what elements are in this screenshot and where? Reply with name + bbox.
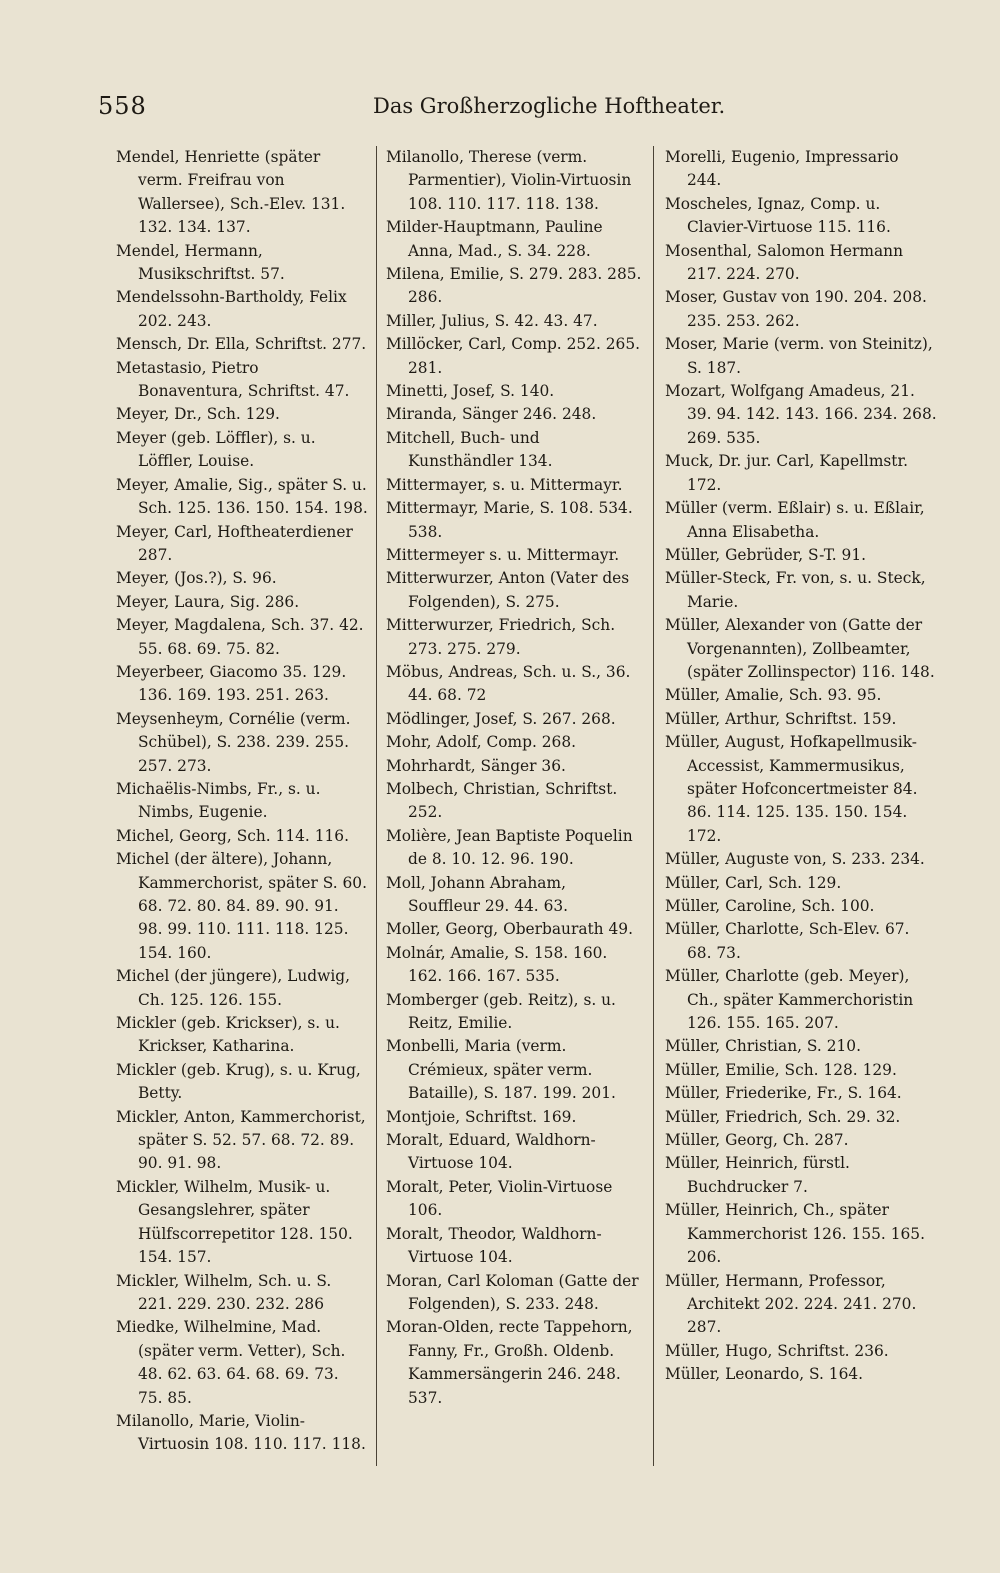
index-entry: Meyer, Carl, Hoftheaterdiener 287.	[116, 522, 353, 564]
index-entry: Mendel, Henriette (später verm. Freifrau von Wallersee), Sch.-Elev. 131. 132. 134. 137.	[116, 148, 346, 237]
index-entry: Moralt, Peter, Violin-Virtuose 106.	[386, 1177, 613, 1220]
index-entry: Milanollo, Marie, Violin-Virtuosin 108. 110. 117. 118.	[116, 1411, 366, 1454]
index-entry: Milanollo, Therese (verm. Parmentier), Violin-Virtuosin 108. 110. 117. 118. 138.	[386, 148, 632, 213]
index-entry: Müller, Caroline, Sch. 100.	[665, 897, 875, 915]
index-entry: Mitterwurzer, Friedrich, Sch. 273. 275. 279.	[386, 616, 616, 658]
index-entry: Meysenheym, Cornélie (verm. Schübel), S. 238. 239. 255. 257. 273.	[116, 709, 351, 775]
index-entry: Monbelli, Maria (verm. Crémieux, später verm. Bataille), S. 187. 199. 201.	[386, 1037, 616, 1103]
index-entry: Mittermeyer s. u. Mittermayr.	[386, 545, 620, 564]
index-column-3	[665, 146, 937, 1466]
index-entry: Mohr, Adolf, Comp. 268.	[386, 733, 577, 752]
index-entry: Muck, Dr. jur. Carl, Kapellmstr. 172.	[665, 452, 909, 494]
index-entry: Moll, Johann Abraham, Souffleur 29. 44. 63.	[386, 873, 569, 915]
index-entry: Mitchell, Buch- und Kunsthändler 134.	[386, 428, 553, 471]
index-entry: Molière, Jean Baptiste Poquelin de 8. 10. 12. 96. 190.	[386, 826, 633, 869]
index-entry: Moran-Olden, recte Tappehorn, Fanny, Fr., Großh. Oldenb. Kammersängerin 246. 248. 537.	[386, 1318, 633, 1407]
index-entry: Michel, Georg, Sch. 114. 116.	[116, 826, 349, 845]
index-entry: Michel (der jüngere), Ludwig, Ch. 125. 126. 155.	[116, 967, 350, 1009]
index-entry: Müller, Georg, Ch. 287.	[665, 1131, 849, 1150]
index-entry: Milder-Hauptmann, Pauline Anna, Mad., S. 34. 228.	[386, 218, 603, 260]
index-entry: Müller, Charlotte (geb. Meyer), Ch., später Kammerchoristin 126. 155. 165. 207.	[665, 967, 914, 1033]
index-entry: Müller, Heinrich, fürstl. Buchdrucker 7.	[665, 1154, 850, 1196]
index-entry: Mittermayr, Marie, S. 108. 534. 538.	[386, 499, 633, 541]
index-entry: Müller, Emilie, Sch. 128. 129.	[665, 1060, 897, 1079]
index-entry: Meyer, Laura, Sig. 286.	[116, 592, 300, 611]
index-entry: Müller, Gebrüder, S-T. 91.	[665, 545, 867, 564]
index-entry: Moser, Gustav von 190. 204. 208. 235. 253. 262.	[665, 288, 927, 330]
index-entry: Metastasio, Pietro Bonaventura, Schriftst. 47.	[116, 358, 350, 401]
page-number: 558	[98, 92, 147, 120]
index-entry: Mödlinger, Josef, S. 267. 268.	[386, 709, 616, 728]
index-entry: Mendel, Hermann, Musikschriftst. 57.	[116, 241, 285, 284]
index-entry: Momberger (geb. Reitz), s. u. Reitz, Emilie.	[386, 990, 616, 1033]
index-entry: Müller, Heinrich, Ch., später Kammerchorist 126. 155. 165. 206.	[665, 1201, 925, 1267]
index-entry: Mickler (geb. Krug), s. u. Krug, Betty.	[116, 1060, 361, 1103]
index-entry: Mickler, Anton, Kammerchorist, später S. 52. 57. 68. 72. 89. 90. 91. 98.	[116, 1107, 366, 1173]
index-entry: Meyer, (Jos.?), S. 96.	[116, 569, 277, 588]
index-entry: Mosenthal, Salomon Hermann 217. 224. 270.	[665, 241, 903, 284]
index-entry: Mohrhardt, Sänger 36.	[386, 756, 566, 775]
index-entry: Moralt, Theodor, Waldhorn-Virtuose 104.	[386, 1224, 602, 1267]
index-entry: Müller, Leonardo, S. 164.	[665, 1365, 864, 1384]
index-entry: Müller, Arthur, Schriftst. 159.	[665, 709, 897, 728]
index-entry: Meyer, Amalie, Sig., später S. u. Sch. 125. 136. 150. 154. 198.	[116, 475, 368, 518]
index-entry: Molnár, Amalie, S. 158. 160. 162. 166. 167. 535.	[386, 943, 608, 986]
index-entry: Müller, Hugo, Schriftst. 236.	[665, 1341, 889, 1360]
index-entry: Mickler, Wilhelm, Sch. u. S. 221. 229. 230. 232. 286	[116, 1271, 332, 1313]
index-entry: Müller, Amalie, Sch. 93. 95.	[665, 686, 882, 705]
index-entry: Minetti, Josef, S. 140.	[386, 382, 555, 401]
index-entry: Moser, Marie (verm. von Steinitz), S. 187.	[665, 335, 933, 377]
index-column-1	[116, 146, 368, 1466]
index-entry: Müller, Friederike, Fr., S. 164.	[665, 1084, 902, 1103]
index-entry: Mozart, Wolfgang Amadeus, 21. 39. 94. 142. 143. 166. 234. 268. 269. 535.	[665, 382, 937, 447]
index-entry: Mittermayer, s. u. Mittermayr.	[386, 475, 623, 494]
index-entry: Möbus, Andreas, Sch. u. S., 36. 44. 68. 72	[386, 662, 631, 705]
index-entry: Miedke, Wilhelmine, Mad. (später verm. Vetter), Sch. 48. 62. 63. 64. 68. 69. 73. 75. 85.	[116, 1318, 346, 1407]
index-entry: Mensch, Dr. Ella, Schriftst. 277.	[116, 335, 367, 354]
index-entry: Moralt, Eduard, Waldhorn-Virtuose 104.	[386, 1131, 596, 1173]
index-entry: Meyerbeer, Giacomo 35. 129. 136. 169. 193. 251. 263.	[116, 662, 347, 705]
index-entry: Müller, Auguste von, S. 233. 234.	[665, 850, 925, 869]
index-entry: Müller (verm. Eßlair) s. u. Eßlair, Anna Elisabetha.	[665, 499, 925, 541]
index-entry: Miller, Julius, S. 42. 43. 47.	[386, 311, 598, 330]
index-entry: Morelli, Eugenio, Impressario 244.	[665, 148, 899, 190]
index-entry: Müller-Steck, Fr. von, s. u. Steck, Marie.	[665, 569, 926, 611]
index-entry: Müller, Alexander von (Gatte der Vorgenannten), Zollbeamter, (später Zollinspector) 116. 148.	[665, 616, 935, 681]
index-entry: Mendelssohn-Bartholdy, Felix 202. 243.	[116, 288, 347, 330]
index-entry: Montjoie, Schriftst. 169.	[386, 1107, 577, 1126]
column-divider	[376, 146, 377, 1466]
running-head: Das Großherzogliche Hoftheater.	[373, 94, 726, 118]
index-entry: Millöcker, Carl, Comp. 252. 265. 281.	[386, 335, 641, 377]
index-entry: Meyer, Magdalena, Sch. 37. 42. 55. 68. 69. 75. 82.	[116, 616, 364, 658]
index-entry: Meyer, Dr., Sch. 129.	[116, 405, 280, 424]
index-entry: Miranda, Sänger 246. 248.	[386, 405, 597, 424]
index-entry: Michaëlis-Nimbs, Fr., s. u. Nimbs, Eugenie.	[116, 779, 321, 822]
index-entry: Milena, Emilie, S. 279. 283. 285. 286.	[386, 265, 642, 307]
index-entry: Meyer (geb. Löffler), s. u. Löffler, Louise.	[116, 428, 316, 471]
index-entry: Moller, Georg, Oberbaurath 49.	[386, 920, 633, 939]
index-column-2	[386, 146, 642, 1466]
index-entry: Müller, Carl, Sch. 129.	[665, 873, 842, 892]
index-entry: Müller, Hermann, Professor, Architekt 202. 224. 241. 270. 287.	[665, 1271, 917, 1337]
column-divider	[653, 146, 654, 1466]
index-entry: Mitterwurzer, Anton (Vater des Folgenden), S. 275.	[386, 569, 630, 611]
index-entry: Molbech, Christian, Schriftst. 252.	[386, 779, 618, 822]
index-entry: Michel (der ältere), Johann, Kammerchorist, später S. 60. 68. 72. 80. 84. 89. 90. 91. 98. 99. 110. 111. 118. 125. 154. 160.	[116, 850, 367, 962]
index-entry: Müller, Friedrich, Sch. 29. 32.	[665, 1107, 901, 1126]
index-entry: Moran, Carl Koloman (Gatte der Folgenden), S. 233. 248.	[386, 1271, 639, 1313]
index-entry: Mickler (geb. Krickser), s. u. Krickser, Katharina.	[116, 1014, 340, 1056]
index-entry: Müller, August, Hofkapellmusik-Accessist, Kammermusikus, später Hofconcertmeister 84. 86. 114. 125. 135. 150. 154. 172.	[665, 733, 918, 845]
index-entry: Müller, Christian, S. 210.	[665, 1037, 861, 1056]
index-entry: Moscheles, Ignaz, Comp. u. Clavier-Virtuose 115. 116.	[665, 194, 891, 237]
index-entry: Müller, Charlotte, Sch-Elev. 67. 68. 73.	[665, 920, 910, 962]
page-header	[98, 92, 726, 132]
index-entry: Mickler, Wilhelm, Musik- u. Gesangslehrer, später Hülfscorrepetitor 128. 150. 154. 157.	[116, 1177, 353, 1267]
